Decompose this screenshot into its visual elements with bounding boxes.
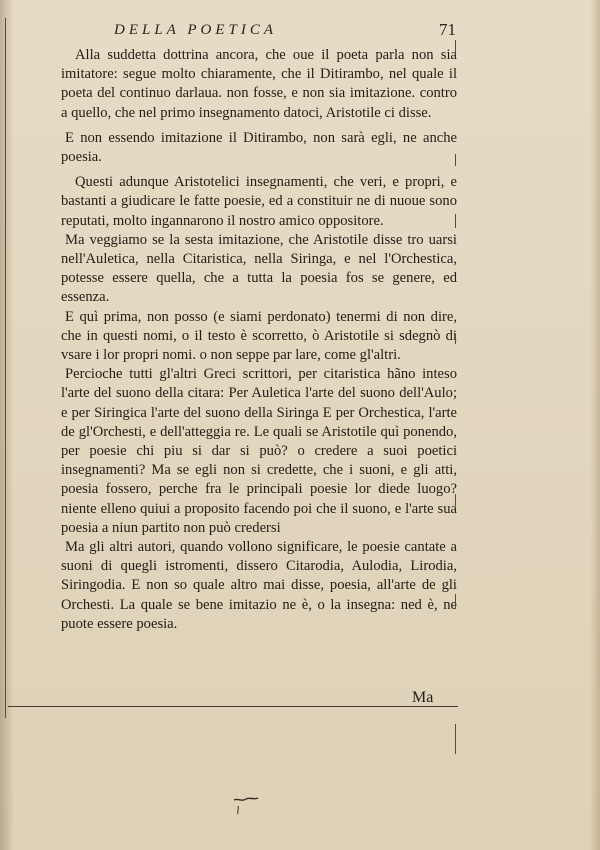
body-text [61, 46, 457, 634]
margin-tick [455, 494, 456, 506]
right-margin-marks [455, 34, 461, 734]
running-title: DELLA POETICA [114, 22, 277, 38]
left-margin-rule [5, 18, 6, 718]
margin-tick [455, 214, 456, 228]
margin-tick [455, 40, 456, 54]
paragraph-3: Questi adunque Aristotelici insegnamenti, che veri, e propri, e bastanti a giudicare le fatte poesie, ed a constituir ne di nuoue sono reputati, molto ingannarono il nostro amico oppositore. [61, 174, 457, 229]
margin-tick [455, 594, 456, 608]
margin-tick [455, 154, 456, 166]
paragraph-2: E non essendo imitazione il Ditirambo, non sarà egli, ne anche poesia. [61, 129, 457, 166]
margin-tick [455, 334, 456, 344]
paragraph-5: E quì prima, non posso (e siami perdonato) tenermi di non dire, che in questi nomi, o il testo è scorretto, ò Aristotile si sdegnò di vsare i lor propri nomi. o non seppe par lare, come gl'altri. [61, 308, 457, 364]
catchword: Ma [412, 689, 434, 706]
margin-tick [455, 724, 456, 754]
paragraph-4: Ma veggiamo se la sesta imitazione, che Aristotile disse tro uarsi nell'Auletica, nella Citaristica, nella Siringa, e nel l'Orchestica, potesse essere quella, che a tutta la poesia fos se genere, ed essenza. [61, 231, 457, 306]
paragraph-7: Ma gli altri autori, quando vollono significare, le poesie cantate a suoni di quegli istromenti, dissero Citarodia, Aulodia, Lirodia, Siringodia. E non so quale altro mai disse, poesia, all'arte de gli Orchesti. La quale se bene imitazio ne è, o la insegna: ned è, ne puote essere poesia. [61, 539, 457, 632]
bottom-rule [8, 706, 458, 707]
paragraph-6: Percioche tutti gl'altri Greci scrittori, per citaristica hãno inteso l'arte del suono della citara: Per Auletica l'arte del suono dell'Aulo; e per Siringica l'arte del suono della Siringa E per Orchestica, l'arte de gl'Orchesti, e dell'atteggia re. Le quali se Aristotile quì ponendo, per poesie chi piu si dar si può? o credere a suoi poetici insegnamenti? Ma se egli non si credette, che i suoni, e gli atti, poesia fossero, perche fra le principali poesie lor diede luogo? niente elleno quiui a proposito facendo poi che il suono, e l'arte sua poesia a niun partito non può credersi [61, 366, 457, 536]
paragraph-1: Alla suddetta dottrina ancora, che oue il poeta parla non sia imitatore: segue molto chiaramente, che il Ditirambo, nel quale il poeta del continuo darlaua. non fosse, e non sia imitazione. contro a quello, che nel primo insegnamento datoci, Aristotile ci disse. [61, 47, 457, 121]
ink-smudge-icon [226, 790, 266, 816]
page-header [60, 18, 456, 44]
page-number: 71 [439, 20, 456, 39]
